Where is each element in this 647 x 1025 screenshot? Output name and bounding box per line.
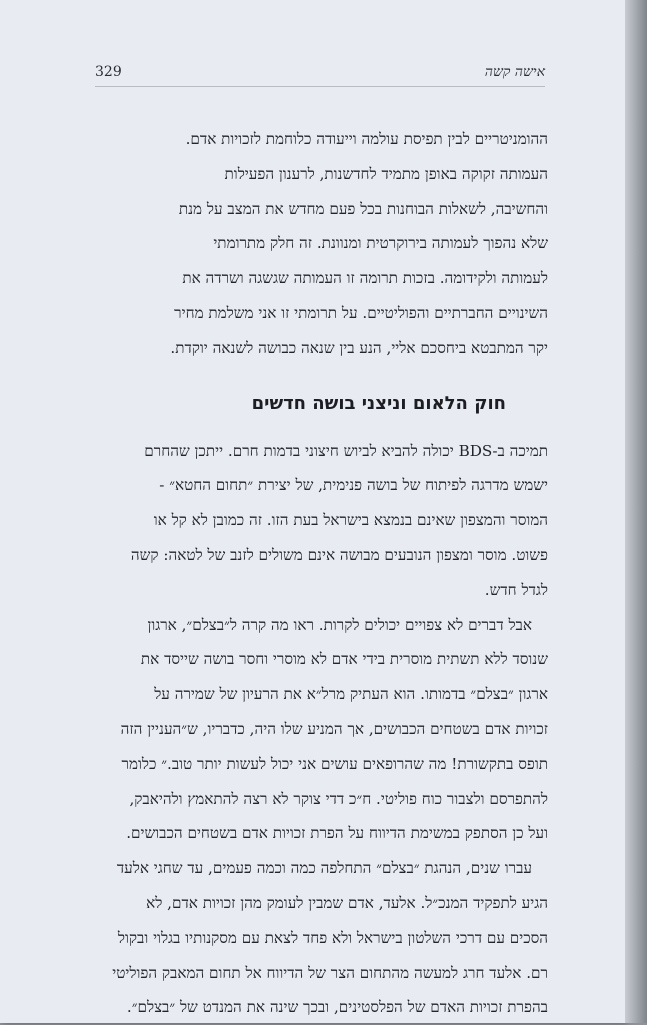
text-line: להתפרסם ולצבור כוח פוליטי. ח״כ דדי צוקר לא רצה להתאמץ ולהיאבק, — [129, 789, 548, 808]
text-line: פשוט. מוסר ומצפון הנובעים מבושה אינם משולים לזנב של לטאה: קשה — [130, 545, 548, 564]
text-line: המוסר והמצפון שאינם בנמצא בישראל בעת הזו. זה כמובן לא קל או — [153, 511, 548, 530]
section-heading: חוק הלאום וניצני בושה חדשים — [251, 392, 506, 414]
header-divider — [95, 86, 545, 87]
text-line: עברו שנים, הנהגת ״בצלם״ התחלפה כמה וכמה פעמים, עד שחגי אלעד — [116, 859, 532, 878]
text-line: תמיכה ב-BDS יכולה להביא לביוש חיצוני בדמות חרם. ייתכן שהחרם — [144, 441, 548, 460]
text-line: הגיע לתפקיד המנכ״ל. אלעד, אדם שמבין לעומק מהן זכויות אדם, לא — [146, 893, 548, 912]
text-line: לגדל חדש. — [484, 580, 548, 599]
text-line: הסכים עם דרכי השלטון בישראל ולא פחד לצאת עם מסקנותיו בגלוי ובקול — [117, 928, 548, 947]
paragraph — [93, 434, 548, 608]
text-line: ההומניטריים לבין תפיסת עולמה וייעודה כלוחמת לזכויות אדם. — [185, 130, 548, 148]
text-line: בהפרת זכויות האדם של הפלסטינים, ובכך שינה את המנדט של ״בצלם״. — [126, 998, 548, 1017]
text-line: אבל דברים לא צפויים יכולים לקרות. ראו מה קרה ל״בצלם״, ארגון — [147, 615, 532, 634]
running-head — [95, 64, 545, 84]
paragraph — [93, 851, 548, 1025]
text-line: שלא נהפוך לעמותה בירוקרטית ומנוונת. זה חלק מתרומתי — [213, 234, 548, 253]
text-line: השינויים החברתיים והפוליטיים. על תרומתי זו אני משלמת מחיר — [174, 303, 548, 322]
paragraph — [93, 608, 548, 852]
page-body — [93, 122, 548, 1025]
text-line: העמותה זקוקה באופן מתמיד לחדשנות, לרענון הפעילות — [224, 164, 548, 183]
text-line: רם. אלעד חרג למעשה מהתחום הצר של הדיווח אל תחום המאבק הפוליטי — [112, 963, 548, 982]
book-title: אישה קשה — [484, 64, 545, 80]
text-line: שנוסד ללא תשתית מוסרית בידי אדם לא מוסרי וחסר בושה שייסד את — [140, 650, 548, 669]
page-number: 329 — [95, 64, 122, 80]
paragraph — [93, 122, 548, 366]
text-line: לעמותה ולקידומה. בזכות תרומה זו העמותה שגשגה ושרדה את — [182, 269, 548, 288]
text-line: יקר המתבטא ביחסכם אליי, הנע בין שנאה כבושה לשנאה יוקדת. — [170, 338, 548, 357]
page-edge — [625, 0, 647, 1023]
text-line: זכויות אדם בשטחים הכבושים, אך המניע שלו היה, כדבריו, ש״העניין הזה — [120, 719, 548, 738]
text-line: ארגון ״בצלם״ בדמותו. הוא העתיק מרל״א את הרעיון של שמירה על — [154, 685, 548, 704]
text-line: ועל כן הסתפק במשימת הדיווח על הפרת זכויות אדם בשטחים הכבושים. — [126, 824, 548, 843]
text-line: תופס בתקשורת! מה שהרופאים עושים אני יכול לעשות יותר טוב.״ כלומר — [121, 754, 548, 773]
text-line: והחשיבה, לשאלות הבוחנות בכל פעם מחדש את המצב על מנת — [178, 199, 548, 218]
text-line: ישמש מדרגה לפיתוח של בושה פנימית, של יצירת ״תחום החטא״ - — [159, 476, 548, 495]
